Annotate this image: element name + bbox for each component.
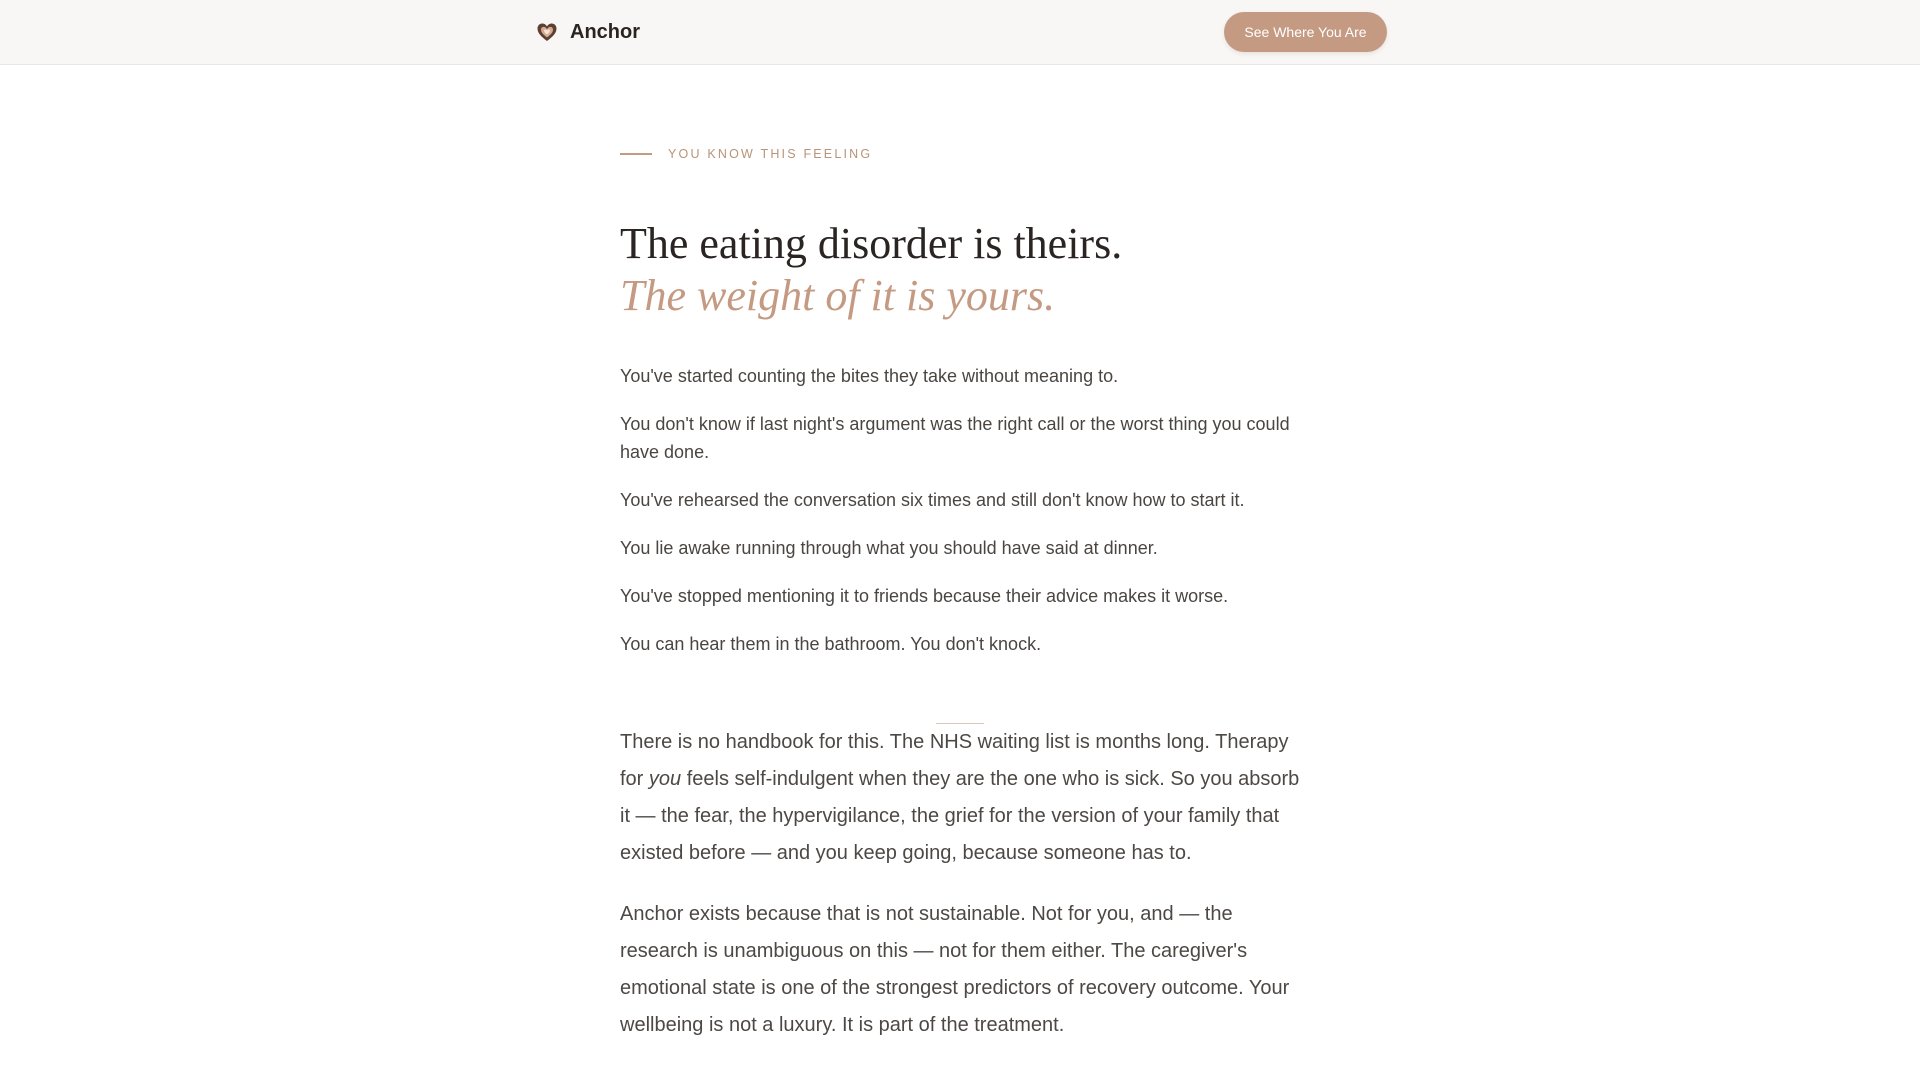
feelings-list [620, 362, 1310, 678]
headline-line-1: The eating disorder is theirs. [620, 219, 1123, 268]
feeling-item: You've stopped mentioning it to friends because their advice makes it worse. [620, 586, 1229, 606]
eyebrow-label: YOU KNOW THIS FEELING [668, 147, 873, 161]
feeling-item: You've rehearsed the conversation six times and still don't know how to start it. [620, 490, 1245, 510]
body-paragraph-2: Anchor exists because that is not sustainable. Not for you, and — the research is unambiguous on this — not for them either. The caregiver's emotional state is one of the strongest predictors of recovery outcome. Your wellbeing is not a luxury. It is part of the treatment. [620, 903, 1290, 1036]
see-where-you-are-button[interactable]: See Where You Are [1224, 12, 1387, 52]
body-paragraph-1-start: There is no handbook for this. The NHS waiting list is months long. Therapy for [620, 731, 1289, 790]
heart-logo-icon [535, 20, 559, 44]
body-paragraph-1 [620, 724, 1310, 872]
feeling-item: You can hear them in the bathroom. You don't knock. [620, 634, 1042, 654]
feeling-item: You don't know if last night's argument was the right call or the worst thing you could have done. [620, 414, 1290, 462]
body-paragraph-1-emphasis: you [648, 768, 682, 790]
eyebrow-rule [620, 153, 652, 155]
feeling-item: You've started counting the bites they take without meaning to. [620, 366, 1119, 386]
site-header [0, 0, 1920, 65]
eyebrow [620, 146, 872, 162]
headline-line-2: The weight of it is yours. [620, 271, 1056, 320]
page-title [620, 218, 1340, 322]
body-paragraph-1-end: feels self-indulgent when they are the one who is sick. So you absorb it — the fear, the hypervigilance, the grief for the version of your family that existed before — and you keep going, because someone has to. [620, 768, 1300, 864]
brand-logo-link[interactable] [535, 17, 640, 47]
brand-name: Anchor [570, 20, 640, 43]
feeling-item: You lie awake running through what you should have said at dinner. [620, 538, 1158, 558]
